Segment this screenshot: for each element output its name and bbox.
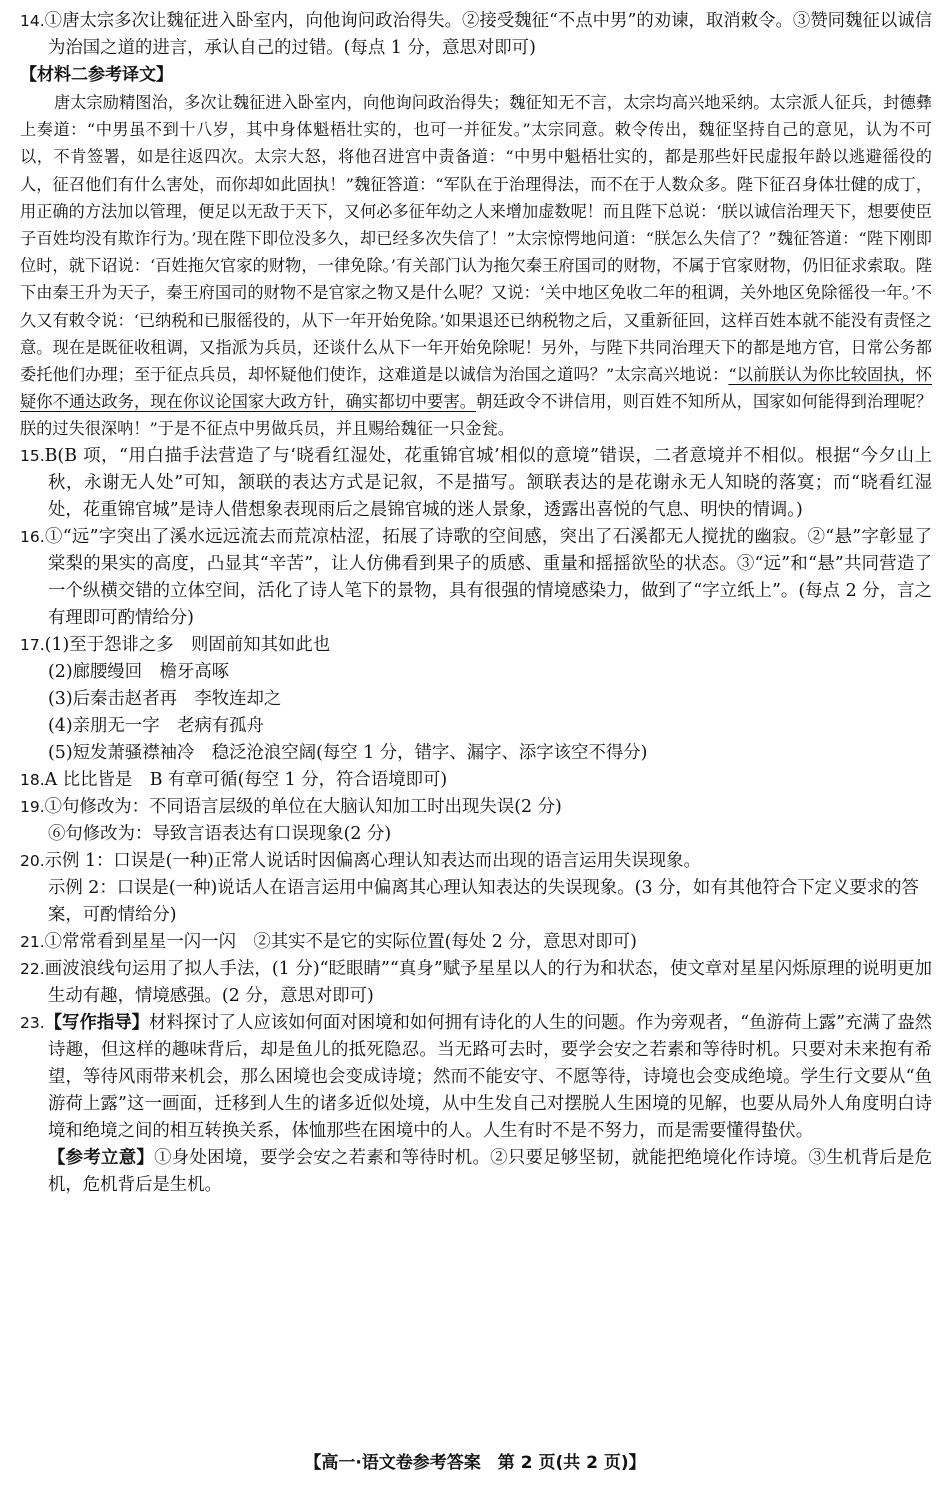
answer-14	[20, 8, 932, 62]
answer-19	[20, 794, 932, 848]
answer-19-line-1	[20, 794, 932, 821]
answer-22	[20, 956, 932, 1010]
question-number: 22.	[20, 959, 45, 978]
material2-translation	[20, 89, 932, 443]
answer-line: 示例 2：口误是(一种)说话人在语言运用中偏离其心理认知表达的失误现象。(3 分，如有其他符合下定义要求的答案，可酌情给分)	[48, 877, 919, 925]
reference-ideas-label: 【参考立意】	[48, 1147, 155, 1168]
question-number: 16.	[20, 527, 45, 546]
question-number: 19.	[20, 797, 45, 816]
page-footer: 【高一·语文卷参考答案 第 2 页(共 2 页)】	[304, 1453, 646, 1473]
answer-23	[20, 1010, 932, 1199]
underlined-text: “以前朕认为你比较固执，怀疑你不通达政务，现在你议论国家大政方针，确实都切中要害。	[20, 365, 932, 412]
answer-text: ①常常看到星星一闪一闪 ②其实不是它的实际位置(每处 2 分，意思对即可)	[44, 931, 637, 952]
reference-ideas	[20, 1145, 932, 1199]
answer-text: ①唐太宗多次让魏征进入卧室内，向他询问政治得失。②接受魏征“不点中男”的劝谏，取消敕令。③赞同魏征以诚信为治国之道的进言，承认自己的过错。(每点 1 分，意思对即可)	[44, 11, 932, 58]
answer-text: ①“远”字突出了溪水远远流去而荒凉枯涩，拓展了诗歌的空间感，突出了石溪都无人搅扰的幽寂。②“悬”字彰显了棠梨的果实的高度，凸显其“辛苦”，让人仿佛看到果子的质感、重量和摇摇欲坠的状态。③“远”和“悬”共同营造了一个纵横交错的立体空间，活化了诗人笔下的景物，具有很强的情境感染力，做到了“字立纸上”。(每点 2 分，言之有理即可酌情给分)	[44, 526, 932, 628]
answer-line: ⑥句修改为：导致言语表达有口误现象(2 分)	[48, 823, 392, 844]
answer-16	[20, 524, 932, 632]
question-number: 14.	[20, 12, 45, 30]
answer-line: 示例 1：口误是(一种)正常人说话时因偏离心理认知表达而出现的语言运用失误现象。	[44, 850, 701, 871]
answer-text: 画波浪线句运用了拟人手法，(1 分)“眨眼睛”“真身”赋予星星以人的行为和状态，使文章对星星闪烁原理的说明更加生动有趣，情境感强。(2 分，意思对即可)	[44, 958, 932, 1006]
answer-20	[20, 848, 932, 929]
material2-heading: 【材料二参考译文】	[20, 65, 173, 85]
question-number: 21.	[20, 932, 45, 951]
answer-17-line-1	[20, 632, 932, 659]
answer-content	[20, 8, 932, 1199]
translation-text-end: 朝廷政令不讲信用，则百姓不知所从，国家如何能得到治理呢？朕的过失很深呐！”于是不征点中男做兵员，并且赐给魏征一只金瓮。	[20, 392, 933, 439]
question-number: 17.	[20, 635, 45, 654]
answer-text: A 比比皆是 B 有章可循(每空 1 分，符合语境即可)	[44, 769, 448, 790]
writing-guide-text: 材料探讨了人应该如何面对困境和如何拥有诗化的人生的问题。作为旁观者，“鱼游荷上露”充满了盎然诗趣，但这样的趣味背后，却是鱼儿的抵死隐忍。当无路可去时，要学会安之若素和等待时机。只要对未来抱有希望，等待风雨带来机会，那么困境也会变成诗境；然而不能安守、不愿等待，诗境也会变成绝境。学生行文要从“鱼游荷上露”这一画面，迁移到人生的诸多近似处境，从中生发自己对摆脱人生困境的见解，也要从局外人角度明白诗境和绝境之间的相互转换关系，体恤那些在困境中的人。人生有时不是不努力，而是需要懂得蛰伏。	[48, 1012, 932, 1141]
answer-21	[20, 929, 932, 956]
answer-line: ①句修改为：不同语言层级的单位在大脑认知加工时出现失误(2 分)	[44, 796, 562, 817]
answer-line: (5)短发萧骚襟袖冷 稳泛沧浪空阔(每空 1 分，错字、漏字、添字该空不得分)	[48, 742, 648, 763]
answer-line: (1)至于怨诽之多 则固前知其如此也	[44, 634, 331, 655]
question-number: 18.	[20, 770, 45, 789]
translation-text: 唐太宗励精图治，多次让魏征进入卧室内，向他询问政治得失；魏征知无不言，太宗均高兴地采纳。太宗派人征兵，封德彝上奏道：“中男虽不到十八岁，其中身体魁梧壮实的，也可一并征发。”太宗同意。敕令传出，魏征坚持自己的意见，认为不可以，不肯签署，如是往返四次。太宗大怒，将他召进宫中责备道：“中男中魁梧壮实的，都是那些奸民虚报年龄以逃避徭役的人，征召他们有什么害处，而你却如此固执！”魏征答道：“军队在于治理得法，而不在于人数众多。陛下征召身体壮健的成丁，用正确的方法加以管理，便足以无敌于天下，又何必多征年幼之人来增加虚数呢！而且陛下总说：‘朕以诚信治理天下，想要使臣子百姓均没有欺诈行为。’现在陛下即位没多久，却已经多次失信了！”太宗惊愕地问道：“朕怎么失信了？”魏征答道：“陛下刚即位时，就下诏说：‘百姓拖欠官家的财物，一律免除。’有关部门认为拖欠秦王府国司的财物，不属于官家财物，仍旧征求索取。陛下由秦王升为天子，秦王府国司的财物不是官家之物又是什么呢？又说：‘关中地区免收二年的租调，关外地区免除徭役一年。’不久又有敕令说：‘已纳税和已服徭役的，从下一年开始免除。’如果退还已纳税物之后，又重新征回，这样百姓本就不能没有责怪之意。现在是既征收租调，又指派为兵员，还谈什么从下一年开始免除呢！另外，与陛下共同治理天下的都是地方官，日常公务都委托他们办理；至于征点兵员，却怀疑他们使诈，这难道是以诚信为治国之道吗？”太宗高兴地说：	[20, 93, 932, 385]
writing-guide-label: 【写作指导】	[44, 1012, 150, 1033]
answer-line: (3)后秦击赵者再 李牧连却之	[48, 688, 282, 709]
answer-20-line-1	[20, 848, 932, 875]
answer-line: (4)亲朋无一字 老病有孤舟	[48, 715, 264, 736]
answer-line: (2)廊腰缦回 檐牙高啄	[48, 661, 230, 682]
question-number: 20.	[20, 851, 45, 870]
question-number: 15.	[20, 446, 45, 465]
answer-17	[20, 632, 932, 767]
writing-guide	[20, 1010, 932, 1145]
answer-text: B(B 项，“用白描手法营造了与‘晓看红湿处，花重锦官城’相似的意境”错误，二者意境并不相似。根据“今夕山上秋，永谢无人处”可知，颔联的表达方式是记叙，不是描写。颔联表达的是花谢永无人知晓的落寞；而“晓看红湿处，花重锦官城”是诗人借想象表现雨后之晨锦官城的迷人景象，透露出喜悦的气息、明快的情调。)	[44, 445, 932, 520]
reference-ideas-text: ①身处困境，要学会安之若素和等待时机。②只要足够坚韧，就能把绝境化作诗境。③生机背后是危机，危机背后是生机。	[48, 1147, 932, 1195]
answer-18	[20, 767, 932, 794]
answer-15	[20, 443, 932, 524]
question-number: 23.	[20, 1013, 45, 1032]
